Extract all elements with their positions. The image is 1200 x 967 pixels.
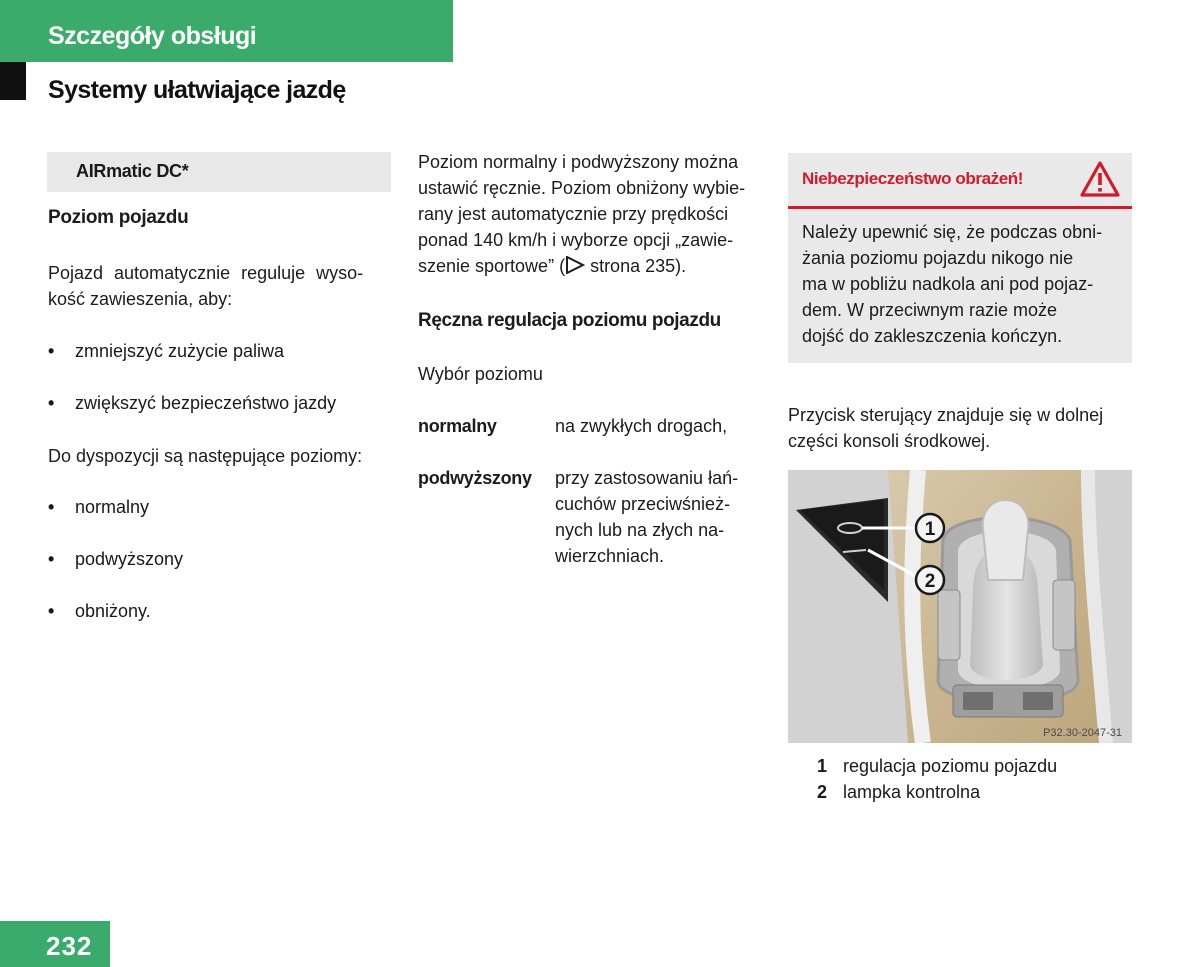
vehicle-level-heading: Poziom pojazdu — [48, 207, 189, 228]
airmatic-box — [47, 152, 391, 192]
manual-adjustment-heading: Ręczna regulacja poziomu pojazdu — [418, 310, 721, 331]
level-term: normalny — [418, 416, 497, 436]
airmatic-title: AIRmatic DC* — [76, 161, 189, 181]
bullet-icon: • — [48, 393, 55, 413]
page-number-box — [0, 921, 110, 967]
arrow-right-icon — [565, 256, 585, 274]
bullet-icon: • — [48, 601, 55, 621]
level-term: podwyższony — [418, 468, 532, 488]
warning-title: Niebezpieczeństwo obrażeń! — [802, 169, 1024, 188]
intro-paragraph — [48, 260, 392, 312]
level-description: na zwykłych drogach, — [555, 416, 728, 436]
section-marker — [0, 62, 26, 100]
center-console-photo — [788, 470, 1132, 743]
page-reference[interactable]: szenie sportowe” ( strona 235). — [418, 256, 687, 276]
legend-number: 2 — [817, 782, 828, 802]
callout-2: 2 — [924, 571, 936, 592]
section-tab — [0, 0, 453, 62]
warning-text: Należy upewnić się, że podczas obni- żania poziomu pojazdu nikogo nie ma w pobliżu nadkola ani pod pojaz- dem. W przeciwnym razie może dojść do zakleszczenia kończyn. — [802, 222, 1103, 346]
legend-text: regulacja poziomu pojazdu — [843, 756, 1058, 776]
callout-1: 1 — [924, 519, 936, 540]
photo-code: P32.30-2047-31 — [1043, 727, 1122, 739]
legend-text: lampka kontrolna — [843, 782, 981, 802]
bullet-icon: • — [48, 497, 55, 517]
section-title: Szczegóły obsługi — [48, 22, 257, 50]
warning-triangle-icon — [1079, 159, 1121, 199]
bullet-icon: • — [48, 341, 55, 361]
button-location-text: Przycisk sterujący znajduje się w dolnej części konsoli środkowej. — [788, 405, 1104, 451]
bullet-icon: • — [48, 549, 55, 569]
select-level-label: Wybór poziomu — [418, 364, 543, 384]
level-description: przy zastosowaniu łań- cuchów przeciwśnież- nych lub na złych na- wierzchniach. — [555, 468, 739, 566]
page-number: 232 — [46, 931, 93, 961]
intro-line: kość zawieszenia, aby: — [48, 289, 233, 309]
intro-line: Pojazd automatycznie reguluje wyso- — [48, 263, 364, 283]
legend-number: 1 — [817, 756, 828, 776]
warning-divider — [788, 206, 1132, 209]
middle-intro-paragraph: Poziom normalny i podwyższony można ustawić ręcznie. Poziom obniżony wybie- rany jest automatycznie przy prędkości ponad 140 km/h i wyborze opcji „zawie- szenie sportowe” ( strona 235). — [418, 149, 768, 279]
page-title: Systemy ułatwiające jazdę — [48, 76, 346, 104]
warning-box — [788, 153, 1132, 363]
levels-intro: Do dyspozycji są następujące poziomy: — [48, 446, 363, 466]
